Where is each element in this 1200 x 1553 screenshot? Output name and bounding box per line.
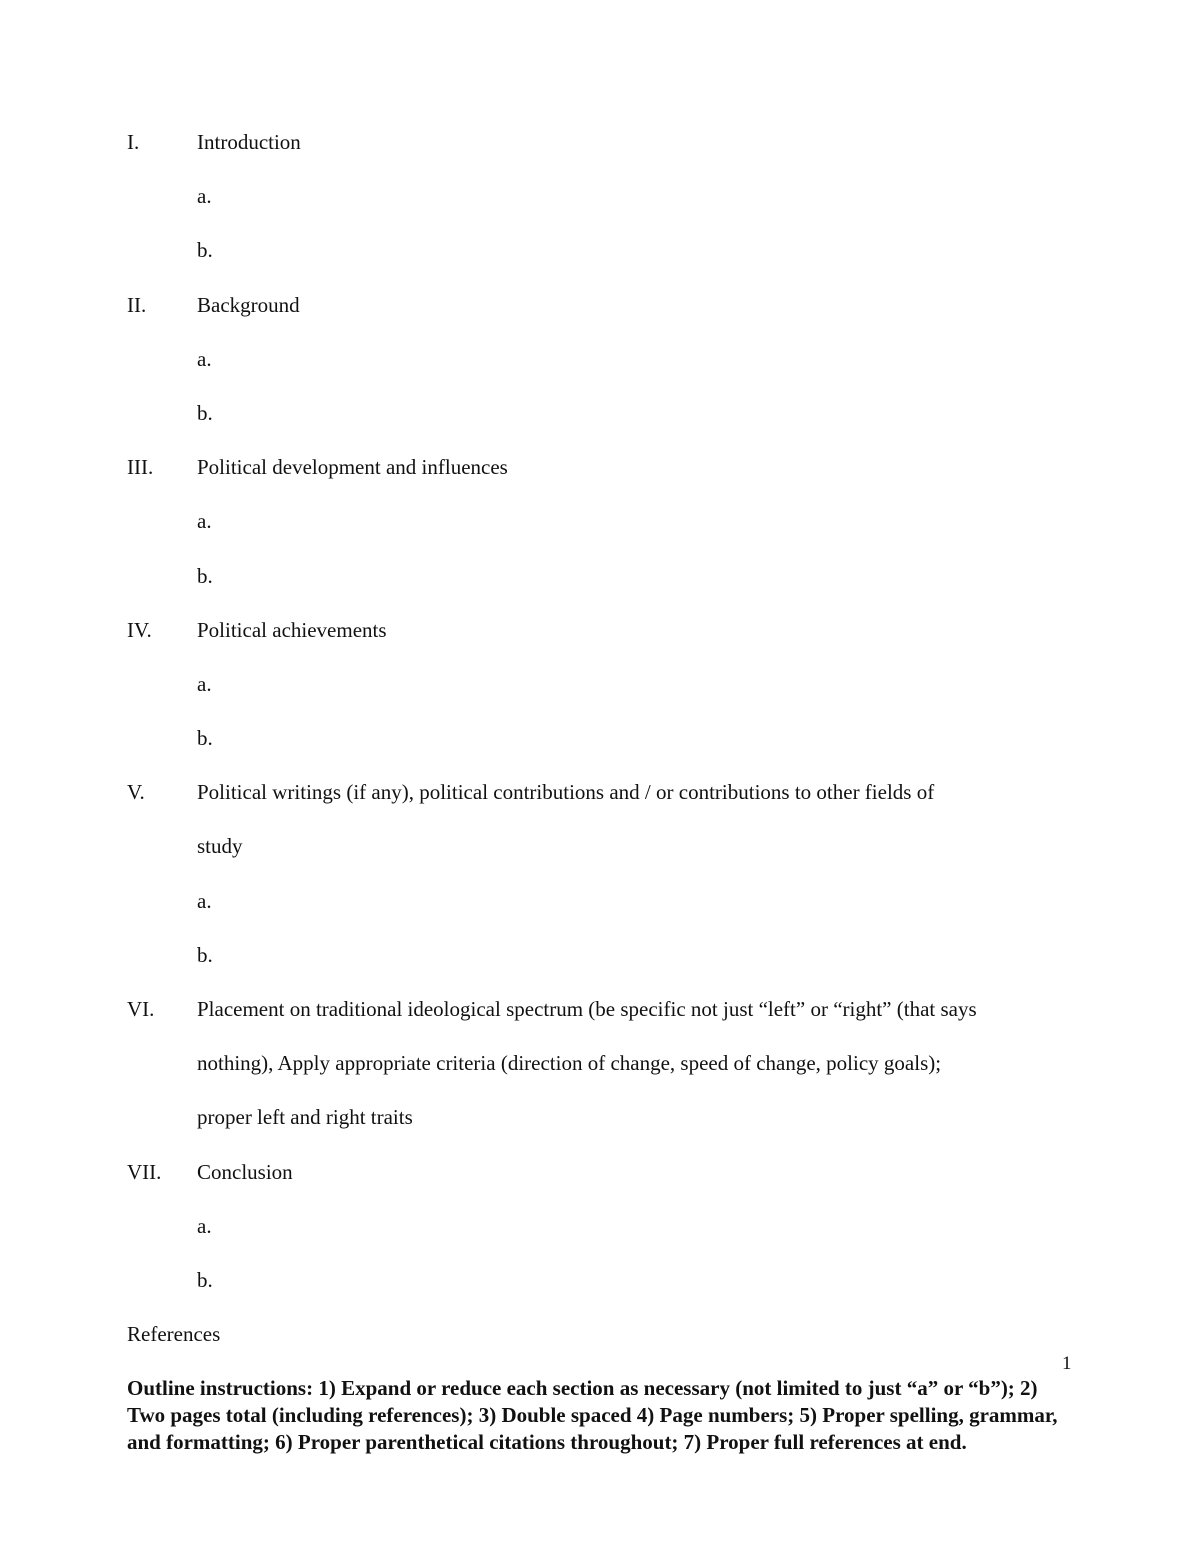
- section-heading: [127, 991, 1087, 1045]
- subsection-item: [127, 558, 1087, 612]
- subsection-item: [127, 178, 1087, 232]
- subsection-marker: a.: [197, 888, 212, 913]
- section-title: Political achievements: [197, 617, 387, 642]
- section-title-continuation: [127, 1045, 1087, 1099]
- subsection-item: [127, 666, 1087, 720]
- section-heading: [127, 612, 1087, 666]
- subsection-marker: b.: [197, 238, 213, 263]
- subsection-item: [127, 395, 1087, 449]
- section-numeral: III.: [127, 455, 154, 480]
- subsection-marker: b.: [197, 400, 213, 425]
- page-number: 1: [1062, 1353, 1072, 1374]
- subsection-item: [127, 720, 1087, 774]
- subsection-marker: b.: [197, 1267, 213, 1292]
- section-title-continuation: [127, 1099, 1087, 1153]
- subsection-marker: b.: [197, 563, 213, 588]
- section-heading: [127, 1154, 1087, 1208]
- outline-instructions: Outline instructions: 1) Expand or reduce each section as necessary (not limited to just “a” or “b”); 2) Two pages total (including references); 3) Double spaced 4) Page numbers; 5) Proper spelling, grammar, and formatting; 6) Proper parenthetical citations throughout; 7) Proper full references at end.: [127, 1376, 1058, 1454]
- section-heading: [127, 124, 1087, 178]
- subsection-marker: a.: [197, 184, 212, 209]
- section-title: Political development and influences: [197, 455, 508, 480]
- section-numeral: II.: [127, 292, 147, 317]
- section-heading: [127, 287, 1087, 341]
- section-title-continuation: [127, 828, 1087, 882]
- subsection-marker: a.: [197, 671, 212, 696]
- subsection-item: [127, 503, 1087, 557]
- subsection-marker: a.: [197, 346, 212, 371]
- subsection-marker: b.: [197, 942, 213, 967]
- subsection-item: [127, 232, 1087, 286]
- subsection-item: [127, 1262, 1087, 1316]
- section-numeral: V.: [127, 780, 145, 805]
- subsection-item: [127, 883, 1087, 937]
- section-title: Placement on traditional ideological spectrum (be specific not just “left” or “right” (that says: [197, 997, 977, 1021]
- subsection-item: [127, 937, 1087, 991]
- references-line: [127, 1316, 1087, 1370]
- subsection-marker: a.: [197, 509, 212, 534]
- section-numeral: IV.: [127, 617, 152, 642]
- section-numeral: I.: [127, 130, 140, 154]
- subsection-marker: a.: [197, 1213, 212, 1238]
- section-title: study: [197, 834, 243, 859]
- section-title: Political writings (if any), political contributions and / or contributions to other fields of: [197, 780, 935, 805]
- subsection-marker: b.: [197, 726, 213, 751]
- section-heading: [127, 774, 1087, 828]
- section-title: Introduction: [197, 130, 301, 154]
- section-heading: [127, 449, 1087, 503]
- section-numeral: VI.: [127, 997, 155, 1021]
- subsection-item: [127, 341, 1087, 395]
- references-heading: References: [127, 1322, 221, 1347]
- subsection-item: [127, 1208, 1087, 1262]
- section-title: nothing), Apply appropriate criteria (direction of change, speed of change, policy goals);: [197, 1051, 942, 1076]
- outline-list: [127, 124, 1087, 1370]
- section-title: Conclusion: [197, 1159, 293, 1184]
- section-title: Background: [197, 292, 300, 317]
- section-title: proper left and right traits: [197, 1105, 413, 1130]
- section-numeral: VII.: [127, 1159, 162, 1184]
